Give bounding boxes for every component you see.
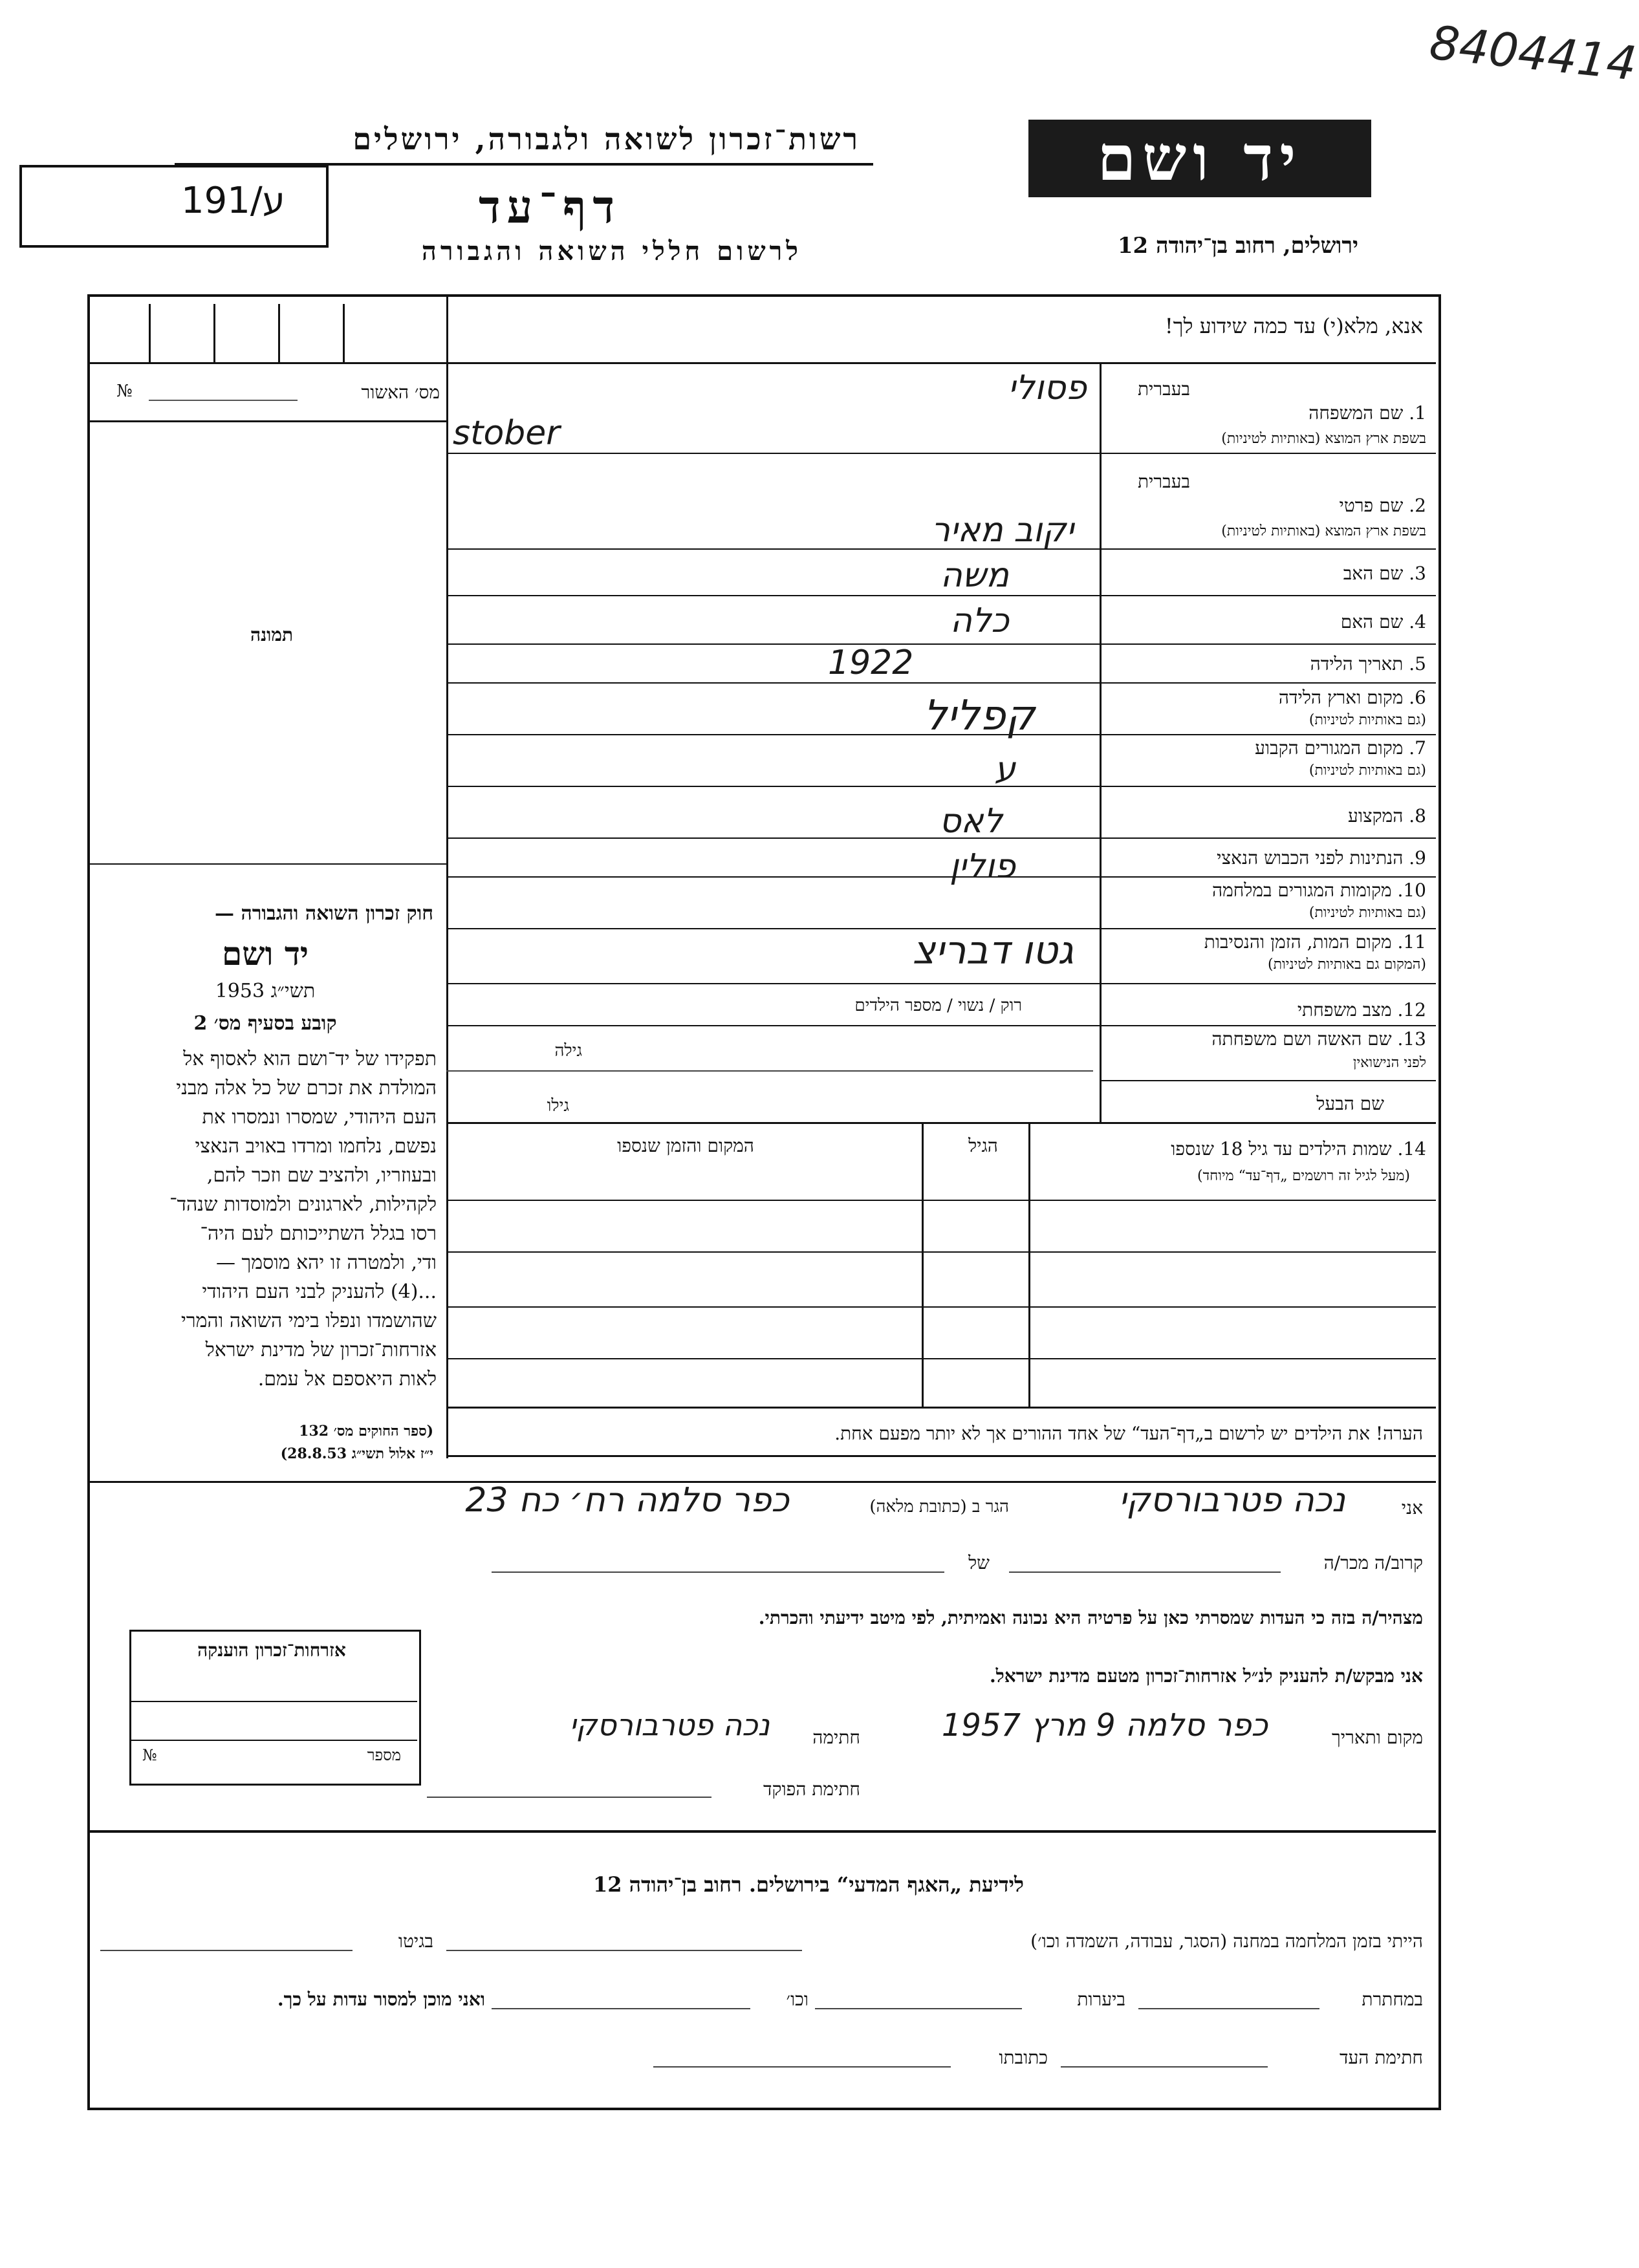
law-body-0: תפקידו של יד־ושם הוא לאסוף אל (183, 1048, 437, 1070)
law-body-2: העם היהודי, שמסרו ונמסרו את (202, 1106, 437, 1129)
officer-signature-label: חתימת הפוקד (763, 1778, 860, 1800)
law-name: יד ושם (222, 934, 309, 973)
field-sub-7: (גם באותיות לטיניות) (1308, 762, 1426, 779)
field-label-6: 6. מקום וארץ הלידה (1278, 687, 1426, 708)
law-clause: קובע בסעיף מס׳ 2 (193, 1012, 337, 1035)
field-sub-10: (גם באותיות לטיניות) (1308, 905, 1426, 921)
law-body-9: שהושמדו ונפלו בימי השואה והמרי (180, 1310, 437, 1332)
law-body-5: לקהילות, לארגונים ולמוסדות שנהד־ (169, 1193, 437, 1216)
place-date-label: מקום ותאריך (1331, 1727, 1423, 1748)
field-label-4: 4. שם האם (1340, 611, 1426, 632)
footer-title: לידיעת „האגף המדעי“ בירושלים. רחוב בן־יהודה 12 (592, 1872, 1025, 1897)
law-body-1: המולדת את זכרם של כל אלה מבני (176, 1077, 437, 1099)
authority-title: רשות־זכרון לשואה ולגבורה, ירושלים (353, 122, 860, 157)
value-family-latin: stober (453, 414, 560, 453)
footer-ready: ואני מוכן למסור עדות על כך. (277, 1989, 485, 2010)
law-title: חוק זכרון השואה והגבורה — (215, 902, 433, 925)
footer-witness-signature: חתימת העד (1340, 2047, 1423, 2068)
footer-his-address: כתובתו (999, 2047, 1048, 2068)
footer-ghetto: בגיטו (398, 1930, 433, 1952)
field-label-9: 9. הנתינות לפני הכבוש הנאצי (1217, 847, 1426, 869)
value-birth-date: 1922 (828, 643, 914, 682)
photo-label: תמונה (250, 624, 294, 645)
law-body-10: אזרחות־זכרון של מדינת ישראל (205, 1339, 437, 1361)
field-label-7: 7. מקום המגורים הקבוע (1255, 737, 1426, 759)
children-place-header: המקום והזמן שנספו (617, 1135, 754, 1156)
footer-line1: הייתי בזמן המלחמה במחנה (הסגר, עבודה, השמדה וכו׳) (1030, 1930, 1423, 1952)
note: הערה! את הילדים יש לרשום ב„דף־העד“ של אחד ההורים אך לא יותר מפעם אחת. (834, 1423, 1423, 1444)
law-body-4: ובעוזריו, ולהציב שם וזכר להם, (206, 1164, 437, 1187)
footer-forests: ביערות (1077, 1989, 1125, 2010)
declaration-lives-at: הגר ב (כתובת מלאה) (869, 1497, 1009, 1517)
doc-subtitle: לרשום חללי השואה והגבורה (421, 236, 802, 266)
law-body-11: לאות היאספם אל עמם. (257, 1368, 437, 1390)
in-hebrew-2: בעברית (1137, 471, 1190, 492)
doc-title: דף־עד (478, 180, 621, 233)
children-subtitle: (מעל לגיל זה רושמים „דף־עד“ מיוחד) (1197, 1168, 1410, 1184)
instruction: אנא, מלא(י) עד כמה שידוע לך! (1164, 314, 1423, 338)
husband-label: שם הבעל (1316, 1093, 1384, 1114)
citizenship-number-label: מספר (367, 1746, 401, 1764)
value-family-hebrew: פסולי (1008, 369, 1087, 407)
field-label-8: 8. המקצוע (1348, 805, 1426, 826)
footer-underground: במחתרת (1362, 1989, 1423, 2010)
approval-number-mark: № (116, 382, 133, 401)
field-label-1: 1. שם המשפחה (1308, 402, 1426, 424)
field-sub-1: בשפת ארץ המוצא (באותיות לטיניות) (1221, 431, 1426, 447)
law-ref-2: י״ז אלול תשי״ג 28.8.53) (280, 1445, 433, 1462)
age-label-wife: גילה (554, 1041, 582, 1061)
field-sub-2: בשפת ארץ המוצא (באותיות לטיניות) (1221, 523, 1426, 539)
field-label-5: 5. תאריך הלידה (1310, 653, 1426, 675)
age-label-husband: גילו (547, 1096, 569, 1116)
file-stamp-number: 191/ע (181, 180, 285, 222)
approval-number-label: מס׳ האשור (361, 382, 440, 403)
field-sub-11: (המקום גם באותיות לטיניות) (1268, 956, 1426, 973)
yad-vashem-logo: יד ושם (1028, 120, 1371, 197)
in-hebrew-1: בעברית (1137, 378, 1190, 400)
children-title: 14. שמות הילדים עד גיל 18 שנספו (1171, 1138, 1426, 1160)
footer-etc: וכו׳ (786, 1989, 809, 2010)
value-given-name: יקוב מאיר (931, 511, 1074, 550)
field-label-10: 10. מקומות המגורים במלחמה (1212, 880, 1426, 901)
declaration-i: אני (1401, 1497, 1423, 1518)
declaration-request: אני מבקש/ת להעניק לנ״ל אזרחות־זכרון מטעם מדינת ישראל. (989, 1665, 1423, 1687)
signature-label: חתימה (812, 1727, 860, 1748)
header-address: ירושלים, רחוב בן־יהודה 12 (1117, 233, 1358, 259)
field-sub-6: (גם באותיות לטיניות) (1308, 712, 1426, 728)
marital-options: רוק / נשוי / מספר הילדים (854, 996, 1022, 1015)
field-sub-13: לפני הנישואין (1352, 1055, 1426, 1071)
relative-label: קרוב/ה מכר/ה (1323, 1552, 1423, 1573)
place-date-value: כפר סלמה 9 מרץ 1957 (941, 1707, 1268, 1744)
field-label-13: 13. שם האשה ושם משפחתה (1211, 1028, 1426, 1050)
law-body-3: נפשם, נלחמו ומרדו באויב הנאצי (195, 1135, 437, 1158)
of-label: של (968, 1552, 990, 1573)
value-birth-place: קפליל (923, 692, 1035, 740)
declarant-address: כפר סלמה רח׳ כח 23 (465, 1481, 789, 1520)
value-mother: כלה (950, 601, 1009, 640)
corner-number: 8404414 (1427, 15, 1639, 91)
law-body-8: ...(4) להעניק לבני העם היהודי (202, 1280, 437, 1303)
children-age-header: הגיל (968, 1135, 998, 1156)
field-label-3: 3. שם האב (1343, 563, 1426, 584)
declaration-statement: מצהיר/ה בזה כי העדות שמסרתי כאן על פרטיה היא נכונה ואמיתית, לפי מיטב ידיעתי והכרתי. (758, 1607, 1423, 1628)
value-nationality: פולין (950, 847, 1015, 886)
law-ref-1: (ספר החוקים מס׳ 132 (299, 1423, 433, 1440)
declarant-name: נכה פטרבורסקי (1118, 1481, 1345, 1520)
law-body-7: ודי, ולמטרה זו יהא מוסמך — (215, 1251, 437, 1274)
field-label-12: 12. מצב משפחתי (1297, 999, 1426, 1021)
field-label-2: 2. שם פרטי (1339, 495, 1426, 516)
law-body-6: רסו בגלל השתייכותם לעם היה־ (200, 1222, 437, 1245)
value-profession: לאס (939, 802, 1003, 841)
law-year: תשי״ג 1953 (215, 980, 316, 1002)
field-label-11: 11. מקום המות, הזמן והנסיבות (1204, 931, 1426, 953)
value-death-place: גטו דבריצ (912, 928, 1074, 973)
signature-value: נכה פטרבורסקי (569, 1707, 770, 1742)
citizenship-box-title: אזרחות־זכרון הוענקה (197, 1639, 346, 1661)
citizenship-number-mark: № (142, 1746, 157, 1764)
value-residence: ע (994, 750, 1015, 789)
value-father: משה (940, 556, 1009, 595)
